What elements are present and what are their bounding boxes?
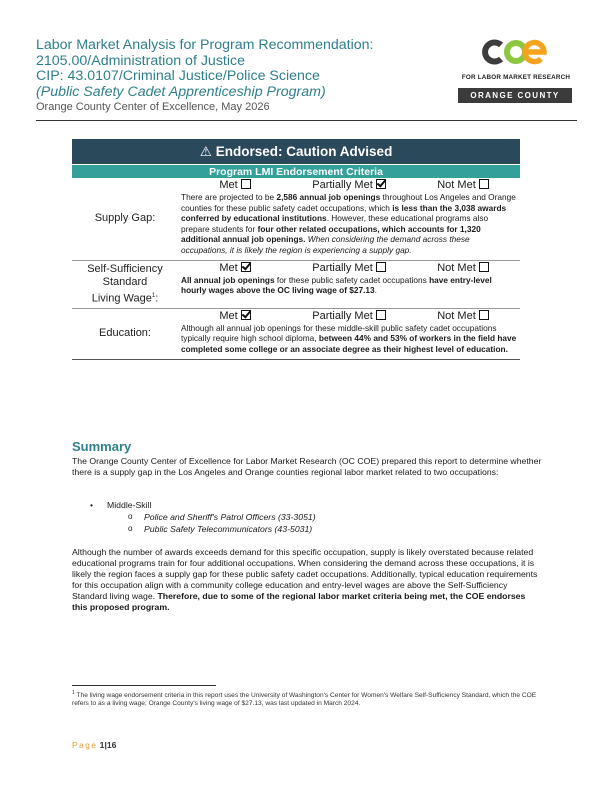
page-separator: | (104, 740, 107, 750)
coe-logo (456, 38, 576, 104)
page-label: Page (72, 740, 98, 750)
option-not-met-label: Not Met (437, 309, 476, 322)
footnote-text: The living wage endorsement criteria in this report uses the University of Washington's Center for Women's Welfare Self-Sufficiency Standard, which the COE refers to as a living wage; Orange County's living wage of $27.13, was last updated in March 2024. (72, 692, 537, 708)
partially-met-checkbox[interactable] (376, 179, 386, 189)
criteria-label: Self-Sufficiency Standard Living Wage$^1$: (87, 262, 163, 305)
criteria-label: Supply Gap: (94, 212, 156, 225)
endorsement-status: Endorsed: Caution Advised (215, 144, 393, 159)
not-met-checkbox[interactable] (479, 310, 489, 320)
label-line-1: Self-Sufficiency (87, 262, 163, 275)
partially-met-checkbox[interactable] (376, 310, 386, 320)
label-line-2: Standard (102, 276, 148, 289)
occupation-list (72, 499, 542, 535)
option-met-label: Met (219, 261, 238, 274)
footnote (72, 689, 542, 709)
not-met-checkbox[interactable] (479, 179, 489, 189)
list-item: o Public Safety Telecommunicators (43-5031) (72, 523, 542, 535)
page-number (72, 740, 116, 750)
footnote-ref: 1 (151, 292, 156, 299)
summary-intro: The Orange County Center of Excellence for Labor Market Research (OC COE) prepared this report to determine whether there is a supply gap in the Los Angeles and Orange counties regional labor market related to two occupations: (72, 456, 542, 477)
criteria-checks (178, 178, 520, 192)
label-line-3: Living Wage (91, 292, 152, 305)
option-partial-label: Partially Met (312, 309, 373, 322)
warning-triangle-icon: ⚠ (199, 144, 212, 159)
title-line-3: CIP: 43.0107/Criminal Justice/Police Science (36, 68, 320, 85)
criteria-row-education (72, 309, 520, 360)
not-met-checkbox[interactable] (479, 262, 489, 272)
met-checkbox[interactable] (241, 262, 251, 272)
criteria-description: There are projected to be 2,586 annual job openings throughout Los Angeles and Orange counties for these public safety cadet occupations, which is less than the 3,038 awards conferred by educational institutions. However, these educational programs also prepare students for four other related occupations, which accounts for 1,320 additional annual job openings. When considering the demand across these occupations, it is likely the region is experiencing a supply gap. (181, 192, 516, 255)
criteria-row-living-wage (72, 261, 520, 309)
list-item: • Middle-Skill (72, 499, 542, 511)
page-total: 16 (106, 740, 117, 750)
endorsement-banner (72, 139, 520, 164)
option-partial-label: Partially Met (312, 179, 373, 191)
summary-conclusion: Although the number of awards exceeds demand for this specific occupation, supply is likely overstated because related educational programs train for four additional occupations. When considering the demand across these occupations, it is likely the region faces a supply gap for these public safety cadet occupations. Additionally, typical education requirements for this occupation align with a community college education and entry-level wages are above the Self-Sufficiency Standard living wage. Therefore, due to some of the regional labor market criteria being met, the COE endorses this proposed program. (72, 547, 538, 612)
header-divider (36, 120, 577, 121)
footnote-marker: 1 (72, 690, 75, 696)
met-checkbox[interactable] (241, 179, 251, 189)
title-line-2: 2105.00/Administration of Justice (36, 52, 245, 69)
criteria-description: Although all annual job openings for these middle-skill public safety cadet occupations typically require high school diploma, between 44% and 53% of workers in the field have completed some college or an associate degree as their highest level of education. (181, 322, 517, 354)
title-line-1: Labor Market Analysis for Program Recommendation: (36, 37, 374, 53)
logo-tagline: FOR LABOR MARKET RESEARCH (461, 74, 571, 81)
option-met-label: Met (219, 179, 238, 191)
met-checkbox[interactable] (241, 310, 251, 320)
option-met-label: Met (219, 309, 238, 322)
summary-heading: Summary (72, 439, 132, 454)
coe-logo-mark-icon (482, 38, 550, 66)
logo-region: ORANGE COUNTY (458, 88, 572, 103)
endorsement-table (72, 139, 520, 360)
footnote-divider (72, 685, 216, 686)
criteria-description: All annual job openings for these public safety cadet occupations have entry-level hourly wages above the OC living wage of $27.13. (181, 274, 492, 296)
criteria-header: Program LMI Endorsement Criteria (72, 164, 520, 178)
option-not-met-label: Not Met (437, 261, 476, 274)
option-partial-label: Partially Met (312, 261, 373, 274)
title-line-4: (Public Safety Cadet Apprenticeship Program) (36, 83, 326, 100)
list-item: o Police and Sheriff's Patrol Officers (33-3051) (72, 511, 542, 523)
criteria-label: Education: (99, 326, 151, 339)
report-subtitle: Orange County Center of Excellence, May 2026 (36, 101, 270, 114)
partially-met-checkbox[interactable] (376, 262, 386, 272)
criteria-row-supply-gap (72, 178, 520, 261)
page-current: 1 (99, 740, 105, 750)
option-not-met-label: Not Met (437, 179, 476, 191)
criteria-checks (178, 309, 520, 323)
criteria-checks (178, 261, 520, 275)
